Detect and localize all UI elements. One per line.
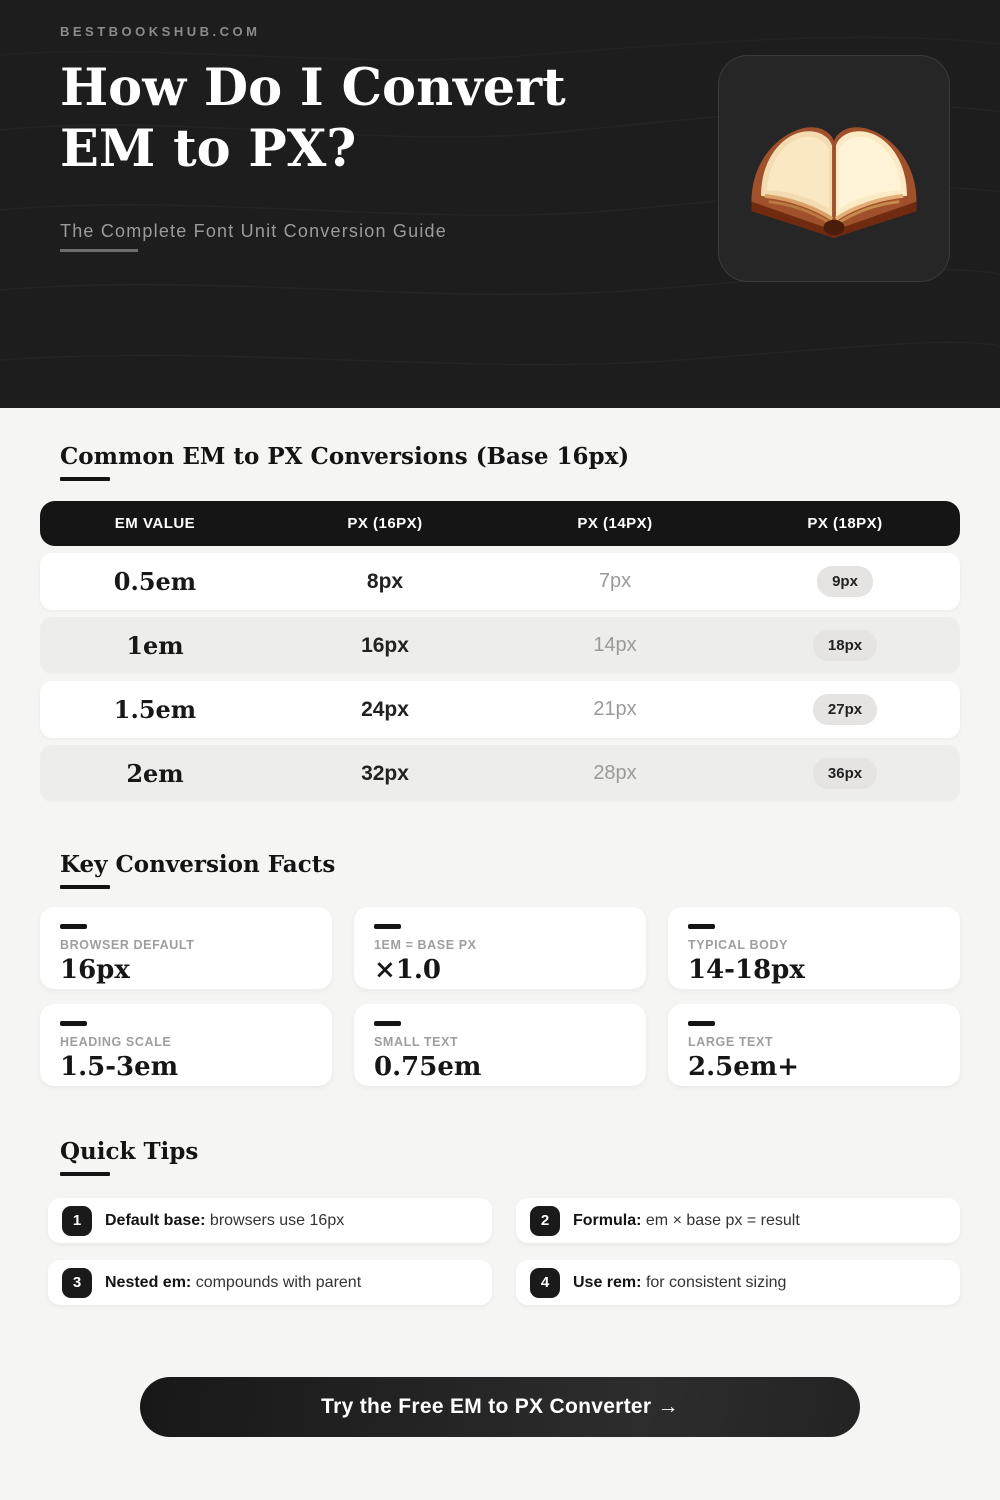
tip-label: Formula:: [573, 1211, 642, 1229]
cell-px16: 8px: [366, 569, 404, 593]
hero-header: [0, 0, 1000, 408]
tip-label: Nested em:: [105, 1273, 192, 1291]
cell-em-value: 1.5em: [113, 695, 197, 724]
fact-card: [40, 907, 332, 989]
facts-section: [40, 851, 960, 1086]
page-title: [60, 58, 566, 180]
cell-em-value: 1em: [126, 631, 184, 660]
main-content: [0, 408, 1000, 1437]
tip-number-badge: 3: [62, 1268, 92, 1298]
table-header-row: [40, 501, 960, 546]
fact-value: 1.5-3em: [60, 1052, 179, 1082]
fact-value: 16px: [60, 955, 130, 985]
page-title-line2: EM to PX?: [60, 119, 357, 180]
px18-badge: 36px: [813, 758, 877, 789]
table-row: [40, 681, 960, 738]
tip-number-badge: 2: [530, 1206, 560, 1236]
tip-description: browsers use 16px: [209, 1211, 345, 1229]
cell-px16: 32px: [361, 761, 409, 785]
px18-badge: 9px: [817, 566, 873, 597]
fact-card: [354, 907, 646, 989]
cell-px14: 14px: [593, 634, 637, 656]
column-header-px16: PX (16PX): [347, 515, 423, 532]
tip-description: for consistent sizing: [645, 1273, 787, 1291]
px18-badge: 18px: [813, 630, 877, 661]
tip-text: [573, 1212, 800, 1230]
title-underline: [60, 885, 110, 889]
fact-label: SMALL TEXT: [374, 1035, 459, 1049]
cell-px16: 24px: [361, 697, 409, 721]
fact-label: BROWSER DEFAULT: [60, 938, 195, 952]
fact-card: [40, 1004, 332, 1086]
cell-px14: 28px: [593, 762, 637, 784]
tips-section-head: [60, 1138, 960, 1176]
column-header-px18: PX (18PX): [807, 515, 883, 532]
cell-em-value: 0.5em: [113, 567, 197, 596]
fact-value: 0.75em: [374, 1052, 482, 1082]
table-row: [40, 553, 960, 610]
book-icon-card: [718, 55, 950, 282]
facts-section-title: Key Conversion Facts: [60, 851, 336, 878]
fact-label: TYPICAL BODY: [688, 938, 789, 952]
page-subtitle: The Complete Font Unit Conversion Guide: [60, 221, 447, 241]
tip-card: [516, 1260, 960, 1305]
cell-px18: [730, 566, 960, 597]
tip-card: [48, 1198, 492, 1243]
fact-dash: [688, 1021, 715, 1026]
column-header-px14: PX (14PX): [577, 515, 653, 532]
tips-section-title: Quick Tips: [60, 1138, 199, 1165]
fact-card: [668, 1004, 960, 1086]
cell-px18: [730, 758, 960, 789]
tip-text: [105, 1212, 344, 1230]
tip-card: [48, 1260, 492, 1305]
table-section-head: [60, 443, 960, 481]
cell-px14: 7px: [598, 570, 632, 592]
tip-description: compounds with parent: [195, 1273, 362, 1291]
conversion-table-section: [40, 443, 960, 802]
tip-label: Default base:: [105, 1211, 206, 1229]
fact-value: 2.5em+: [688, 1052, 800, 1082]
cell-px18: [730, 630, 960, 661]
subtitle-divider: [60, 249, 138, 252]
cell-px18: [730, 694, 960, 725]
tip-text: [105, 1274, 361, 1292]
title-underline: [60, 477, 110, 481]
fact-label: HEADING SCALE: [60, 1035, 172, 1049]
conversion-table: [40, 501, 960, 802]
open-book-icon: [738, 92, 930, 246]
table-row: [40, 617, 960, 674]
fact-label: LARGE TEXT: [688, 1035, 774, 1049]
fact-dash: [374, 1021, 401, 1026]
converter-cta-button[interactable]: Try the Free EM to PX Converter →: [140, 1377, 860, 1437]
tip-number-badge: 4: [530, 1268, 560, 1298]
fact-card: [354, 1004, 646, 1086]
fact-label: 1EM = BASE PX: [374, 938, 477, 952]
title-underline: [60, 1172, 110, 1176]
fact-dash: [60, 1021, 87, 1026]
fact-value: 14-18px: [688, 955, 805, 985]
fact-dash: [60, 924, 87, 929]
fact-dash: [374, 924, 401, 929]
table-section-title: Common EM to PX Conversions (Base 16px): [60, 443, 630, 470]
tips-section: [40, 1138, 960, 1305]
px18-badge: 27px: [813, 694, 877, 725]
tip-number-badge: 1: [62, 1206, 92, 1236]
facts-section-head: [60, 851, 960, 889]
page-title-line1: How Do I Convert: [60, 58, 566, 118]
site-name: BESTBOOKSHUB.COM: [60, 24, 261, 39]
fact-dash: [688, 924, 715, 929]
facts-grid: [40, 907, 960, 1086]
tip-label: Use rem:: [573, 1273, 642, 1291]
tips-grid: [48, 1198, 960, 1305]
column-header-em-value: EM VALUE: [114, 515, 196, 532]
fact-card: [668, 907, 960, 989]
fact-value: ×1.0: [374, 955, 442, 985]
cell-px14: 21px: [593, 698, 637, 720]
cell-em-value: 2em: [126, 759, 184, 788]
tip-card: [516, 1198, 960, 1243]
table-row: [40, 745, 960, 802]
cell-px16: 16px: [361, 633, 409, 657]
tip-description: em × base px = result: [645, 1211, 800, 1229]
tip-text: [573, 1274, 786, 1292]
